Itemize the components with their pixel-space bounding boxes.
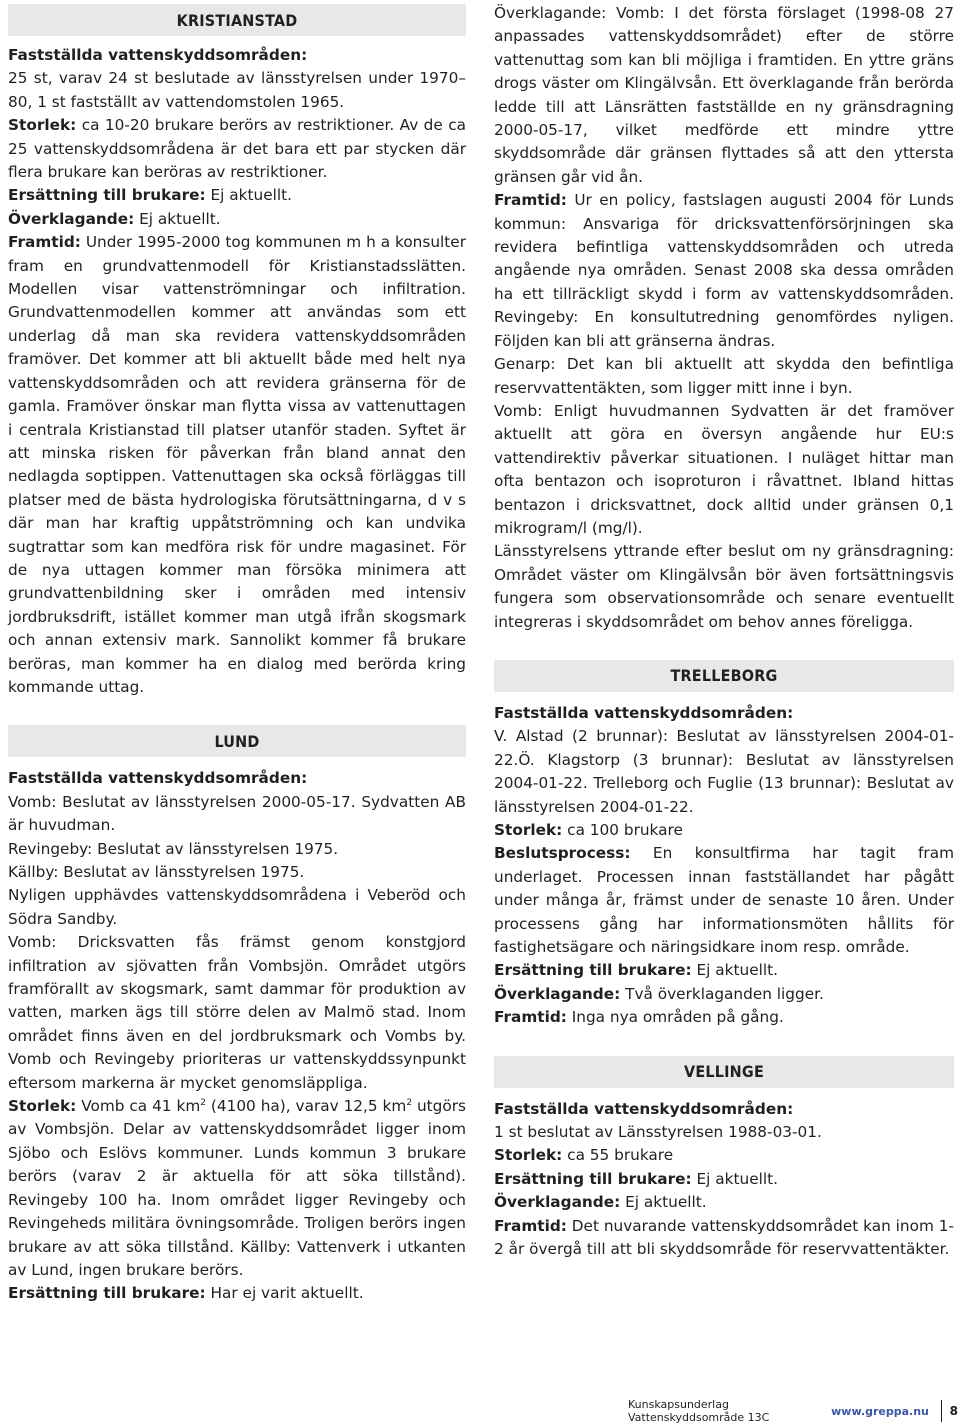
trelleborg-overklagande: [494, 983, 954, 1006]
vellinge-framtid: [494, 1215, 954, 1262]
trelleborg-beslut: [494, 842, 954, 959]
text: Ej aktuellt.: [691, 1169, 778, 1188]
section-heading-trelleborg: [494, 660, 954, 692]
label: Ersättning till brukare:: [494, 961, 692, 980]
footer-url-link[interactable]: www.greppa.nu: [831, 1404, 929, 1418]
label: Storlek:: [8, 116, 77, 135]
text: ca 55 brukare: [562, 1146, 674, 1165]
vellinge-ersattning: [494, 1168, 954, 1191]
label: Överklagande:: [494, 1193, 621, 1212]
text: Två överklaganden ligger.: [620, 984, 824, 1003]
text: En konsultfirma har tagit fram underlaget. Processen innan fastställandet har pågått under många år, främst under de senaste 10 åren. Under processens gång har informationsmöten hållits för fastighetsägare och näringsidkare inom resp. område.: [494, 844, 954, 957]
heading-lund: LUND: [214, 731, 260, 751]
left-column: [8, 0, 466, 1306]
kristianstad-body: [8, 44, 466, 699]
text: Ur en policy, fastslagen augusti 2004 för Lunds kommun: Ansvariga för dricksvattenförsörjningen ska revidera befintliga vattenskyddsområden och utreda angående nya områden. Senast 2008 ska dessa områden ha ett tillräckligt skydd i form av vattenskyddsområden. Revingeby: En konsultutredning genomfördes nyligen. Följden kan bli att gränserna ändras.: [494, 191, 954, 350]
lund-genarp: Genarp: Det kan bli aktuellt att skydda den befintliga reservvattentäkten, som ligger mitt inne i byn.: [494, 355, 954, 397]
text: 25 st, varav 24 st beslutade av länsstyrelsen under 1970–80, 1 st fastställt av vattendomstolen 1965.: [8, 69, 466, 111]
text: ca 10-20 brukare berörs av restriktioner. Av de ca 25 vattenskyddsområdena är det bara ett par stycken där flera brukare kan beröras av restriktioner.: [8, 116, 466, 182]
kristianstad-ersattning: [8, 184, 466, 207]
section-heading-kristianstad: [8, 4, 466, 36]
lund-lansstyrelsen: Länsstyrelsens yttrande efter beslut om ny gränsdragning: Området väster om Klingälvsån bör även fortsättningsvis fungera som observationsområde och senare eventuellt integreras i skyddsområdet om behov annes föreligga.: [494, 542, 954, 631]
text: Ej aktuellt.: [134, 209, 221, 228]
right-column: [494, 0, 954, 1262]
heading-kristianstad: KRISTIANSTAD: [176, 10, 298, 30]
label: Beslutsprocess:: [494, 844, 631, 863]
lund-storlek: [8, 1095, 466, 1282]
label: Ersättning till brukare:: [8, 1284, 206, 1303]
lund-body: [8, 767, 466, 1305]
text: Vomb ca 41 km: [76, 1097, 201, 1116]
text: ca 100 brukare: [562, 821, 683, 839]
heading-trelleborg: TRELLEBORG: [670, 666, 778, 686]
label: Fastställda vattenskyddsområden:: [8, 46, 308, 64]
lund-continued: [494, 2, 954, 634]
lund-framtid: [494, 189, 954, 353]
kristianstad-fast: [8, 44, 466, 67]
kristianstad-overklagande: [8, 208, 466, 231]
section-heading-vellinge: [494, 1056, 954, 1088]
label: Storlek:: [8, 1097, 77, 1116]
vellinge-fast: [494, 1098, 954, 1121]
lund-fast: [8, 767, 466, 790]
label: Framtid:: [8, 233, 81, 252]
lund-line: Vomb: Dricksvatten fås främst genom konstgjord infiltration av sjövatten från Vombsjön. Området utgörs framförallt av skogsmark, samt dammar för produktion av vatten, marken ägs till större delen av Malmö stad. Inom området finns även en del jordbruksmark och Vombs by. Vomb och Revingeby prioriteras ur vattenskyddssynpunkt eftersom markerna är mycket genomsläppliga.: [8, 933, 466, 1092]
text: Under 1995-2000 tog kommunen m h a konsulter fram en grundvattenmodell för Kristianstadsslätten. Modellen visar vattenströmningar och infiltration. Grundvattenmodellen kommer att användas som ett underlag då man ska revidera vattenskyddsområden framöver. Det kommer att bli aktuellt både med helt nya vattenskyddsområden och att revidera gränserna för de gamla. Framöver önskar man flytta vissa av vattenuttagen i centrala Kristianstad till platser utanför staden. Syftet är att minska risken för påverkan från bland annat den nedlagda soptippen. Vattenuttagen ska också förläggas till platser med de bästa hydrologiska förutsättningarna, d v s där man har kraftig uppåtströmning och kan undvika sugtrattar som kan medföra risk för undre magasinet. För de nya uttagen kommer man försöka minimera att grundvattenbildning sker i områden med intensiv jordbruksdrift, istället kommer man utgå ifrån skogsmark och annan extensiv mark. Sannolikt kommer få brukare beröras, man kommer ha en dialog med berörda kring kommande uttag.: [8, 233, 466, 696]
text: Har ej varit aktuellt.: [205, 1284, 364, 1303]
label: Ersättning till brukare:: [8, 186, 206, 205]
trelleborg-body: [494, 702, 954, 1030]
lund-ersattning: [8, 1282, 466, 1305]
label: Framtid:: [494, 191, 567, 210]
superscript: 2: [406, 1097, 413, 1108]
lund-line: Källby: Beslutat av länsstyrelsen 1975.: [8, 863, 305, 881]
vellinge-overklagande: [494, 1191, 954, 1214]
page-footer: [628, 1400, 958, 1422]
vellinge-storlek: [494, 1144, 954, 1167]
section-heading-lund: [8, 725, 466, 757]
lund-line: Vomb: Beslutat av länsstyrelsen 2000-05-17. Sydvatten AB är huvudman.: [8, 792, 466, 835]
trelleborg-framtid: [494, 1006, 954, 1029]
text: Ej aktuellt.: [691, 961, 778, 980]
trelleborg-fast: [494, 702, 954, 725]
kristianstad-framtid: [8, 231, 466, 699]
heading-vellinge: VELLINGE: [684, 1062, 764, 1082]
page-number: 8: [949, 1404, 958, 1418]
label: Fastställda vattenskyddsområden:: [494, 703, 794, 722]
text: Det nuvarande vattenskyddsområdet kan inom 1-2 år övergå till att bli skyddsområde för reservvattentäkter.: [494, 1216, 954, 1259]
text: (4100 ha), varav 12,5 km: [205, 1097, 407, 1116]
lund-line: Nyligen upphävdes vattenskyddsområdena i Veberöd och Södra Sandby.: [8, 886, 466, 928]
label: Överklagande:: [494, 984, 621, 1003]
label: Storlek:: [494, 821, 563, 839]
vellinge-body: [494, 1098, 954, 1262]
superscript: 2: [200, 1097, 206, 1108]
label: Storlek:: [494, 1146, 563, 1165]
footer-divider: [941, 1400, 942, 1422]
lund-overklagande: Överklagande: Vomb: I det första förslaget (1998-08 27 anpassades vattenskyddsområdet) efter de större vattenuttag som kan bli möjliga i framtiden. En yttre gräns drogs väster om Klingälvsån. Ett överklagande från berörda ledde till att Länsrätten fastställde en ny gränsdragning 2000-05-17, vilket medförde ett mindre yttre skyddsområde där gränsen flyttades så att den yttersta gränsen går vid ån.: [494, 4, 954, 186]
text: utgörs av Vombsjön. Delar av vattenskyddsområdet ligger inom Sjöbo och Eslövs kommuner. Lunds kommun 3 brukare berörs (varav 2 är aktuella för att söka tillstånd). Revingeby 100 ha. Inom området ligger Revingeby och Revingeheds militära övningsområde. Troligen berörs ingen brukare av att söka tillstånd. Källby: Vattenverk i utkanten av Lund, ingen brukare berörs.: [8, 1097, 466, 1279]
lund-vomb: Vomb: Enligt huvudmannen Sydvatten är det framöver aktuellt att göra en översyn angående hur EU:s vattendirektiv påverkar situationen. I nuläget hittar man ofta bentazon och isoproturon i råvattnet. Ibland hittas bentazon i dricksvattnet, dock alltid under gränsen 0,1 mikrogram/l (mg/l).: [494, 401, 954, 537]
kristianstad-decisions: [8, 67, 466, 114]
text: Ej aktuellt.: [205, 186, 292, 205]
kristianstad-storlek: [8, 114, 466, 184]
footer-title: Kunskapsunderlag Vattenskyddsområde 13C: [628, 1398, 770, 1424]
trelleborg-storlek: [494, 819, 954, 842]
label: Fastställda vattenskyddsområden:: [494, 1099, 794, 1118]
label: Överklagande:: [8, 209, 135, 228]
trelleborg-decisions: V. Alstad (2 brunnar): Beslutat av länsstyrelsen 2004-01-22.Ö. Klagstorp (3 brunnar): Beslutat av länsstyrelsen 2004-01-22. Trelleborg och Fuglie (13 brunnar): Beslutat av länsstyrelsen 2004-01-22.: [494, 727, 954, 816]
label: Framtid:: [494, 1008, 567, 1027]
trelleborg-ersattning: [494, 959, 954, 982]
label: Fastställda vattenskyddsområden:: [8, 769, 308, 788]
lund-line: Revingeby: Beslutat av länsstyrelsen 1975.: [8, 839, 339, 858]
label: Ersättning till brukare:: [494, 1169, 692, 1188]
vellinge-decisions: 1 st beslutat av Länsstyrelsen 1988-03-01.: [494, 1123, 822, 1142]
text: Inga nya områden på gång.: [566, 1008, 784, 1027]
text: Ej aktuellt.: [620, 1193, 707, 1212]
label: Framtid:: [494, 1216, 567, 1235]
